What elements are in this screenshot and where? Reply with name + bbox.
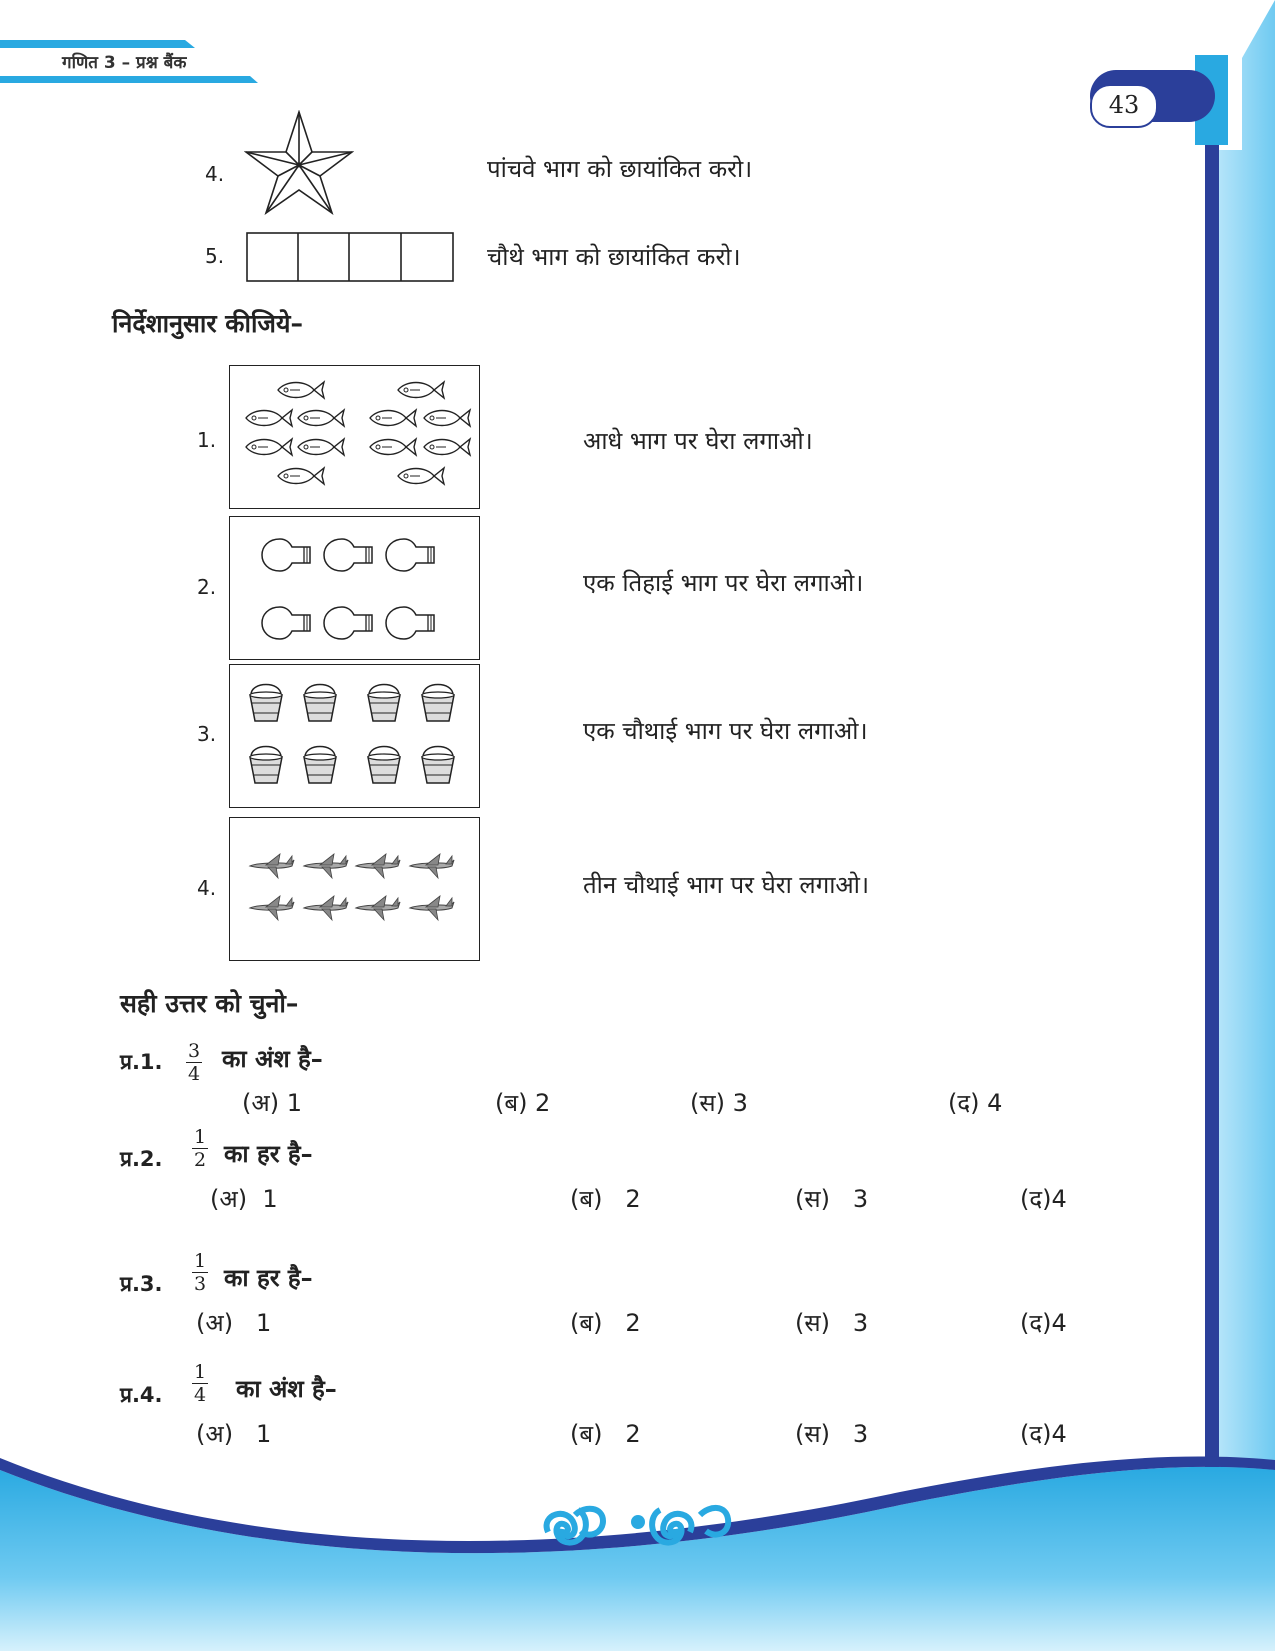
denominator: 3 xyxy=(194,1273,207,1295)
numerator: 3 xyxy=(188,1040,201,1062)
item-text: तीन चौथाई भाग पर घेरा लगाओ। xyxy=(583,871,870,899)
question-text: का अंश है– xyxy=(222,1045,323,1073)
option-a[interactable]: (अ) 1 xyxy=(196,1420,272,1448)
header-band xyxy=(0,40,195,48)
question-label: प्र.1. xyxy=(120,1050,163,1074)
option-d[interactable]: (द)4 xyxy=(1020,1185,1067,1213)
star-figure xyxy=(244,110,354,215)
numerator: 1 xyxy=(194,1361,207,1383)
item-number: 2. xyxy=(197,575,217,599)
option-b[interactable]: (ब) 2 xyxy=(570,1185,641,1213)
shade-item-number: 5. xyxy=(205,244,225,268)
option-a[interactable]: (अ) 1 xyxy=(242,1089,302,1117)
shade-item-text: चौथे भाग को छायांकित करो। xyxy=(487,243,741,271)
numerator: 1 xyxy=(194,1126,207,1148)
question-label: प्र.3. xyxy=(120,1272,163,1296)
option-d[interactable]: (द)4 xyxy=(1020,1420,1067,1448)
item-number: 1. xyxy=(197,428,217,452)
option-c[interactable]: (स) 3 xyxy=(795,1185,869,1213)
question-text: का अंश है– xyxy=(236,1375,337,1403)
question-label: प्र.2. xyxy=(120,1147,163,1171)
fraction xyxy=(192,1126,208,1171)
question-text: का हर है– xyxy=(224,1140,313,1168)
airplane-box xyxy=(229,817,480,961)
rectangle-figure xyxy=(246,232,456,284)
fish-box xyxy=(229,365,480,509)
option-c[interactable]: (स) 3 xyxy=(690,1089,748,1117)
page-number: 43 xyxy=(1090,84,1158,128)
denominator: 4 xyxy=(194,1384,207,1406)
option-b[interactable]: (ब) 2 xyxy=(570,1309,641,1337)
shade-item-text: पांचवे भाग को छायांकित करो। xyxy=(487,155,753,183)
option-b[interactable]: (ब) 2 xyxy=(570,1420,641,1448)
option-b[interactable]: (ब) 2 xyxy=(495,1089,551,1117)
question-label: प्र.4. xyxy=(120,1383,163,1407)
fraction xyxy=(186,1040,202,1085)
bottom-wave xyxy=(0,1467,1275,1651)
option-a[interactable]: (अ) 1 xyxy=(210,1185,278,1213)
denominator: 2 xyxy=(194,1149,207,1171)
option-d[interactable]: (द)4 xyxy=(1020,1309,1067,1337)
bucket-box xyxy=(229,664,480,808)
side-bar xyxy=(1205,60,1219,1480)
item-text: एक चौथाई भाग पर घेरा लगाओ। xyxy=(583,717,868,745)
header-title: गणित 3 – प्रश्न बैंक xyxy=(62,53,187,73)
item-number: 4. xyxy=(197,876,217,900)
section-heading: निर्देशानुसार कीजिये– xyxy=(112,309,303,338)
item-text: आधे भाग पर घेरा लगाओ। xyxy=(583,427,813,455)
bulb-box xyxy=(229,516,480,660)
option-a[interactable]: (अ) 1 xyxy=(196,1309,272,1337)
denominator: 4 xyxy=(188,1063,201,1085)
side-panel xyxy=(1215,0,1275,1651)
shade-item-number: 4. xyxy=(205,162,225,186)
fraction xyxy=(192,1361,208,1406)
numerator: 1 xyxy=(194,1250,207,1272)
option-c[interactable]: (स) 3 xyxy=(795,1309,869,1337)
option-d[interactable]: (द) 4 xyxy=(948,1089,1003,1117)
question-text: का हर है– xyxy=(224,1264,313,1292)
section-heading: सही उत्तर को चुनो– xyxy=(120,989,299,1018)
item-text: एक तिहाई भाग पर घेरा लगाओ। xyxy=(583,569,864,597)
fraction xyxy=(192,1250,208,1295)
item-number: 3. xyxy=(197,722,217,746)
option-c[interactable]: (स) 3 xyxy=(795,1420,869,1448)
